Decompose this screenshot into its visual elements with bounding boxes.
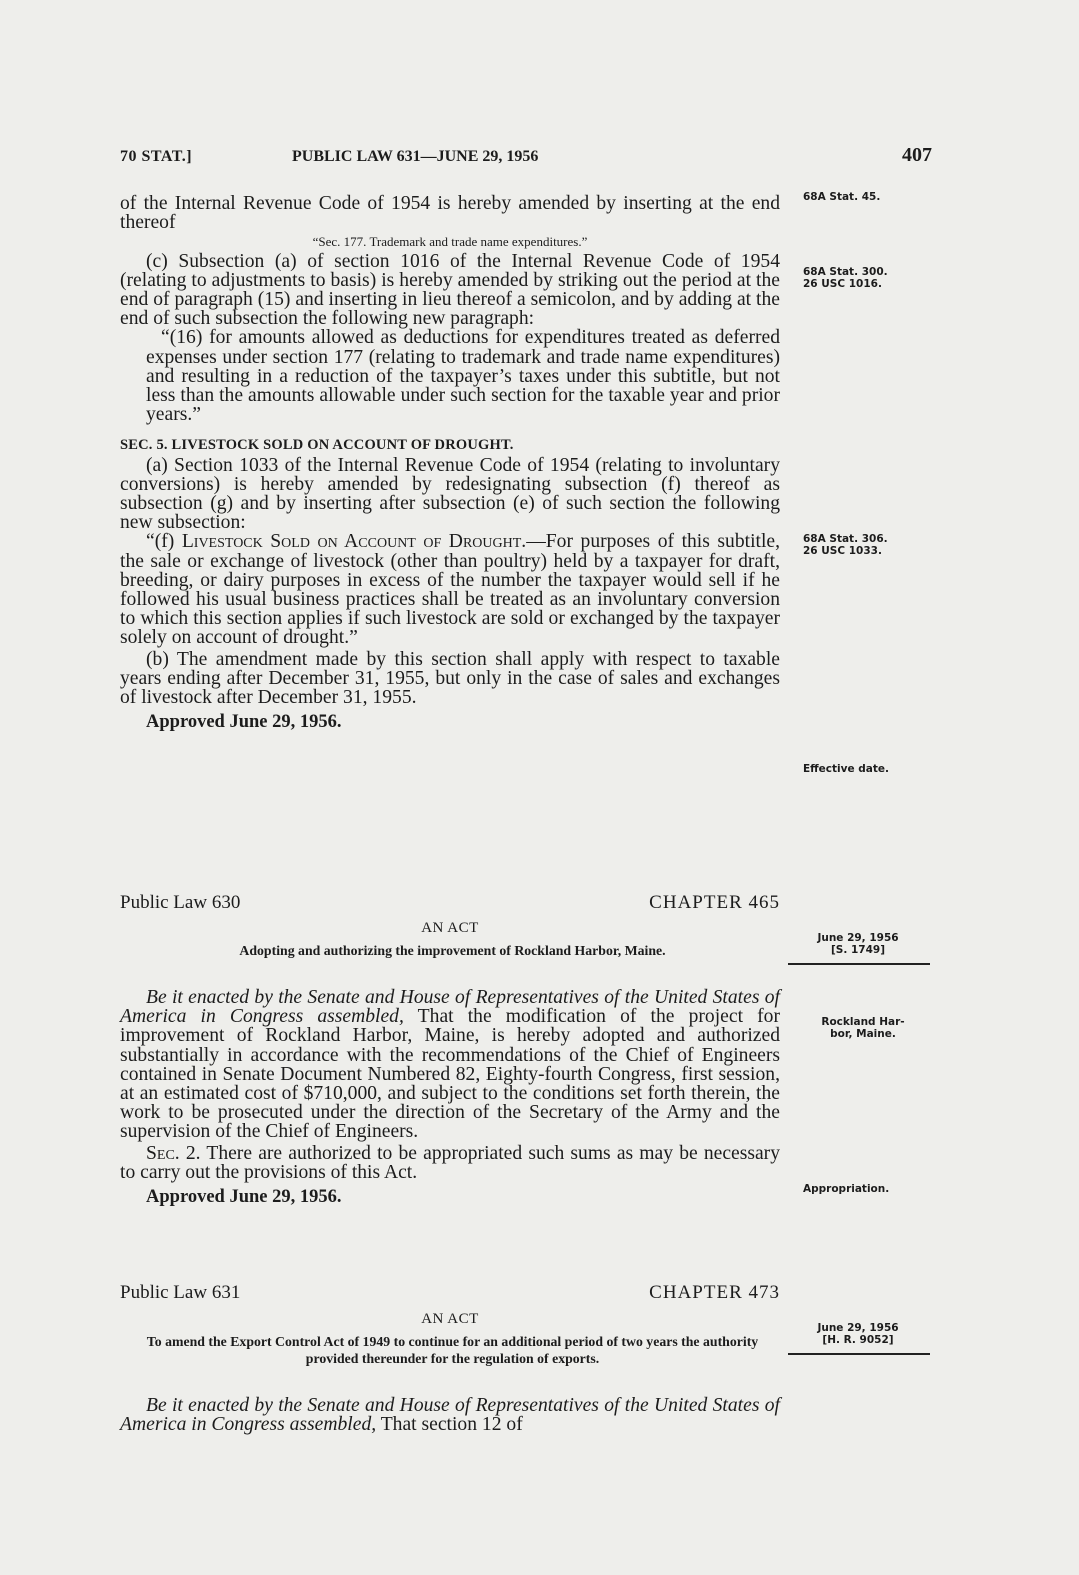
public-law-630-line xyxy=(120,892,780,916)
paragraph-b: (b) The amendment made by this section shall apply with respect to taxable years ending after December 31, 1955, but only in the case of sales and exchanges of livestock after December 31, 1955. xyxy=(120,648,780,709)
margin-note-68a-306: 68A Stat. 306. xyxy=(803,533,888,545)
section-5-heading: SEC. 5. LIVESTOCK SOLD ON ACCOUNT OF DROUGHT. xyxy=(120,437,514,454)
margin-note-hr9052: [H. R. 9052] xyxy=(822,1334,894,1346)
main-text-block-1 xyxy=(120,194,780,732)
margin-note-june-29-1956-b: June 29, 1956 xyxy=(817,1322,899,1334)
chapter-465-label: CHAPTER 465 xyxy=(649,892,780,913)
margin-note-june-29-1956-a: June 29, 1956 xyxy=(817,932,899,944)
public-law-631-label: Public Law 631 xyxy=(120,1282,241,1303)
approved-line-1: Approved June 29, 1956. xyxy=(146,712,342,733)
enacting-clause-630: Be it enacted by the Senate and House of Representatives of the United States of America in Congress assembled, xyxy=(120,987,780,1028)
margin-note-rockland-line-1: Rockland Har- xyxy=(821,1016,905,1028)
intro-paragraph: of the Internal Revenue Code of 1954 is hereby amended by inserting at the end thereof xyxy=(120,193,780,234)
margin-note-68a-45: 68A Stat. 45. xyxy=(803,191,881,203)
margin-note-rockland xyxy=(803,1016,923,1040)
act-title-631: AN ACT xyxy=(421,1311,479,1327)
stat-reference: 70 STAT.] xyxy=(120,148,193,165)
paragraph-16: “(16) for amounts allowed as deductions for expenditures treated as deferred expenses under section 177 (relating to trademark and trade name expenditures) and resulting in a reduction of the taxpayer’s taxes under this subtitle, but not less than the amounts allowable under such section for the taxable year and prior years.” xyxy=(146,327,780,426)
header-law-title: PUBLIC LAW 631—JUNE 29, 1956 xyxy=(292,148,539,165)
main-text-block-631 xyxy=(120,1396,780,1434)
margin-note-appropriation: Appropriation. xyxy=(803,1183,890,1195)
margin-note-effective-date: Effective date. xyxy=(803,763,889,775)
paragraph-c: (c) Subsection (a) of section 1016 of the Internal Revenue Code of 1954 (relating to adjustments to basis) is hereby amended by striking out the period at the end of paragraph (15) and inserting in lieu thereof a semicolon, and by adding at the end of such subsection the following new paragraph: xyxy=(120,250,780,330)
sec-2-body: There are authorized to be appropriated such sums as may be necessary to carry out the provisions of this Act. xyxy=(120,1142,781,1183)
act-description-630: Adopting and authorizing the improvement of Rockland Harbor, Maine. xyxy=(239,943,666,958)
law-630-body-text: That the modification of the project for improvement of Rockland Harbor, Maine, is hereby adopted and authorized substantially in accordance with the recommendations of the Chief of Engineers contained in Senate Document Numbered 82, Eighty-fourth Congress, first session, at an estimated cost of $710,000, and subject to the conditions set forth therein, the work to be prosecuted under the direction of the Secretary of the Army and the supervision of the Chief of Engineers. xyxy=(120,1006,781,1143)
law-630-body xyxy=(120,988,780,1142)
law-631-body xyxy=(120,1396,780,1434)
law-631-body-text: That section 12 of xyxy=(376,1414,523,1436)
section-177-heading: “Sec. 177. Trademark and trade name expenditures.” xyxy=(312,234,588,250)
page-number: 407 xyxy=(902,144,932,166)
margin-note-26usc-1016: 26 USC 1016. xyxy=(803,278,882,290)
margin-note-68a-300: 68A Stat. 300. xyxy=(803,266,888,278)
paragraph-f xyxy=(120,532,780,647)
margin-note-26usc-1033: 26 USC 1033. xyxy=(803,545,882,557)
margin-note-1016 xyxy=(803,266,935,290)
paragraph-f-caption: Livestock Sold on Account of Drought. xyxy=(181,531,527,553)
law-630-sec-2 xyxy=(120,1144,780,1182)
approved-line-2: Approved June 29, 1956. xyxy=(146,1187,342,1208)
act-title-630: AN ACT xyxy=(421,920,479,936)
paragraph-a: (a) Section 1033 of the Internal Revenue Code of 1954 (relating to involuntary conversions) is hereby amended by redesignating subsection (f) thereof as subsection (g) and by inserting after subsection (e) of such section the following new subsection: xyxy=(120,454,780,534)
margin-note-s1749: [S. 1749] xyxy=(830,944,886,956)
margin-note-date-630 xyxy=(803,932,913,956)
chapter-473-label: CHAPTER 473 xyxy=(649,1282,780,1303)
margin-note-1033 xyxy=(803,533,935,557)
public-law-631-line xyxy=(120,1282,780,1306)
enacting-clause-631: Be it enacted by the Senate and House of Representatives of the United States of America in Congress assembled, xyxy=(120,1395,780,1436)
running-header xyxy=(120,144,932,170)
sec-2-label: Sec. 2. xyxy=(146,1142,201,1164)
public-law-630-label: Public Law 630 xyxy=(120,892,241,913)
margin-note-date-631 xyxy=(803,1322,913,1346)
margin-rule-631 xyxy=(788,1353,930,1355)
act-description-631: To amend the Export Control Act of 1949 to continue for an additional period of two years the authority provided thereunder for the regulation of exports. xyxy=(146,1334,759,1366)
paragraph-f-lead: “(f) xyxy=(146,531,182,553)
margin-rule-630 xyxy=(788,963,930,965)
margin-note-rockland-line-2: bor, Maine. xyxy=(830,1028,896,1040)
main-text-block-630 xyxy=(120,988,780,1207)
paragraph-f-body: —For purposes of this subtitle, the sale or exchange of livestock (other than poultry) held by a taxpayer for draft, breeding, or dairy purposes in excess of the number the taxpayer would sell if he followed his usual business practices shall be treated as an involuntary conversion to which this section applies if such livestock are sold or exchanged by the taxpayer solely on account of drought.” xyxy=(120,531,780,649)
